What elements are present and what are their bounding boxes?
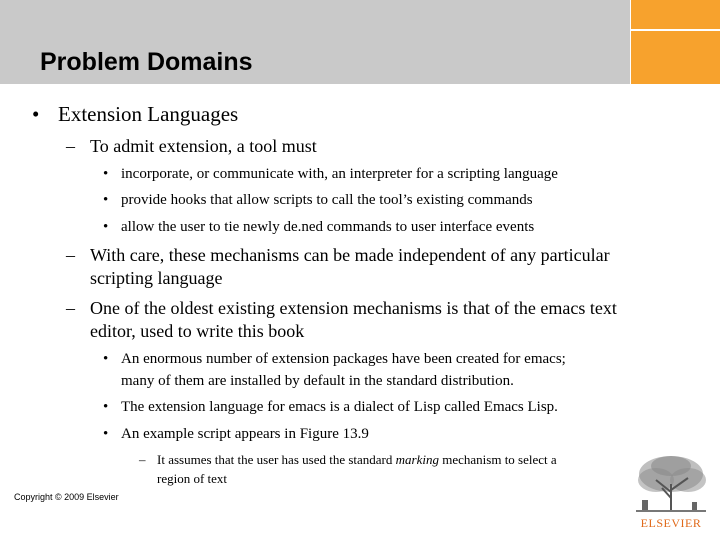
bullet-enormous-line1: An enormous number of extension packages have been created for emacs; <box>121 351 566 367</box>
bullet-marker: • <box>103 166 109 182</box>
dash-marker: – <box>139 452 146 467</box>
bullet-admit-extension: To admit extension, a tool must <box>90 136 317 156</box>
bullet-marker: • <box>103 192 109 208</box>
assumes-text-post: mechanism to select a <box>438 452 557 467</box>
bullet-allow-user: allow the user to tie newly de.ned commands to user interface events <box>121 219 535 235</box>
copyright-notice: Copyright © 2009 Elsevier <box>14 492 119 502</box>
bullet-assumes-line2: region of text <box>157 471 228 486</box>
dash-marker: – <box>66 245 75 265</box>
bullet-marker: • <box>103 426 109 442</box>
bullet-assumes-line1 <box>157 452 557 468</box>
bullet-marker: • <box>103 399 109 415</box>
bullet-oldest-line1: One of the oldest existing extension mechanisms is that of the emacs text <box>90 298 617 318</box>
bullet-with-care-line1: With care, these mechanisms can be made independent of any particular <box>90 245 610 265</box>
bullet-marker: • <box>32 102 40 126</box>
bullet-marker: • <box>103 219 109 235</box>
bullet-extension-languages: Extension Languages <box>58 102 239 126</box>
assumes-text-pre: It assumes that the user has used the standard <box>157 452 396 467</box>
bullet-dialect-lisp: The extension language for emacs is a dialect of Lisp called Emacs Lisp. <box>121 399 558 415</box>
bullet-provide-hooks: provide hooks that allow scripts to call the tool’s existing commands <box>121 192 533 208</box>
bullet-oldest-line2: editor, used to write this book <box>90 321 305 341</box>
dash-marker: – <box>66 136 75 156</box>
bullet-marker: • <box>103 351 109 367</box>
dash-marker: – <box>66 298 75 318</box>
bullet-incorporate: incorporate, or communicate with, an interpreter for a scripting language <box>121 166 558 182</box>
bullet-enormous-line2: many of them are installed by default in the standard distribution. <box>121 373 514 389</box>
assumes-text-marking: marking <box>395 452 439 467</box>
slide-title: Problem Domains <box>40 48 253 76</box>
bullet-example-script: An example script appears in Figure 13.9 <box>121 426 369 442</box>
bullet-with-care-line2: scripting language <box>90 268 223 288</box>
elsevier-wordmark: ELSEVIER <box>640 516 702 530</box>
